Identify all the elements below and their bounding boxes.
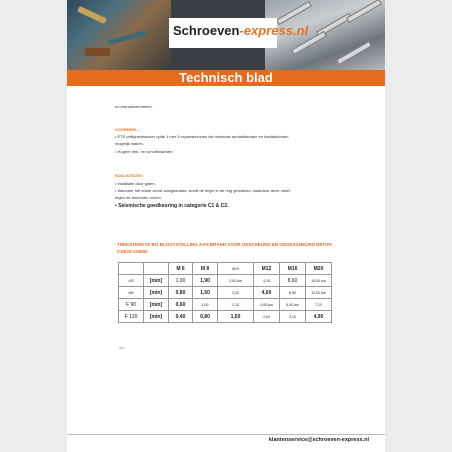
footer-email[interactable]: klantenservice@schroeven-express.nl (268, 437, 369, 443)
table-cell: F 90 (119, 299, 144, 311)
table-row (119, 299, 332, 311)
document-page (67, 0, 385, 452)
table-cell: [min] (144, 311, 169, 323)
footer-divider (67, 434, 385, 435)
table-header-cell: M12 (254, 263, 280, 275)
table-header-cell (144, 263, 169, 275)
table-cell: 3,00 ton (254, 299, 280, 311)
table-cell: 1,50 (218, 311, 254, 323)
table-cell: 0,80 (169, 287, 193, 299)
table-cell: 8,50 (280, 287, 306, 299)
table-cell: [min] (144, 299, 169, 311)
table-cell: 1,90 (193, 275, 218, 287)
table-cell: 3,10 (280, 311, 306, 323)
table-header-cell: M 8 (193, 263, 218, 275)
table-cell: 2,10 (218, 299, 254, 311)
header-photo-tools (67, 0, 171, 70)
logo-accent-text: -express.nl (239, 23, 309, 38)
table-cell: 2,00 (254, 311, 280, 323)
table-row (119, 311, 332, 323)
table-cell: 1,00 (193, 299, 218, 311)
table-cell: 4,90 (306, 311, 332, 323)
table-cell: r60 (119, 287, 144, 299)
table-header-row (119, 263, 332, 275)
logo-main-text: Schroeven (173, 23, 240, 38)
intro-line: en brandwerendheid. (115, 104, 153, 109)
sollicitatie-heading: SOLLICITATIE: (115, 173, 144, 178)
table-header-cell: M20 (306, 263, 332, 275)
logo (169, 18, 309, 48)
table-cell: [min] (144, 275, 169, 287)
table-cell: 1,00 (169, 275, 193, 287)
table-cell: 5,00 ton (280, 299, 306, 311)
table-row (119, 275, 332, 287)
table-cell: 12,00 ton (306, 287, 332, 299)
table-cell: 1,50 (193, 287, 218, 299)
sollicitatie-line: tegen de betonnen muren. (115, 195, 162, 200)
table-cell: 2,20 (218, 287, 254, 299)
title-bar (67, 70, 385, 86)
table-cell: [min] (144, 287, 169, 299)
sollicitatie-line: • Installatie door gaten. (115, 181, 156, 186)
table-header-cell (119, 263, 144, 275)
voordeel-line: mogelijk maken. (115, 141, 144, 146)
header-banner (67, 0, 385, 70)
strength-table (118, 262, 332, 323)
voordeel-line: • ETE veiligheidsanker optie 1 met 3 expansiezones die minimale randafstanden en hartafstanden (115, 134, 289, 139)
voordeel-line: • Hogere trek- en schuifkrachten. (115, 149, 174, 154)
table-title: TREKSTERKTE BIJ BLOOTSTELLING AAN BRAND VOOR GESCHEURD EN ONGESCHEURD BETON C20/25-C50/60 (117, 242, 332, 254)
table-cell: 0,40 (169, 311, 193, 323)
page-title: Technisch blad (179, 70, 273, 85)
table-note: (kN) (119, 346, 125, 350)
voordeel-heading: VOORDEEL: (115, 127, 139, 132)
table-cell: 0,80 (193, 311, 218, 323)
table-cell: 4,15 (254, 275, 280, 287)
table-row (119, 287, 332, 299)
seismic-line: • Seismische goedkeuring in categorie C1 & C2. (115, 203, 229, 209)
table-header-cell: M10 (218, 263, 254, 275)
table-header-cell: M16 (280, 263, 306, 275)
table-cell: 0,60 (169, 299, 193, 311)
table-cell: F 120 (119, 311, 144, 323)
table-cell: 3,00 ton (218, 275, 254, 287)
table-cell: 8,60 (280, 275, 306, 287)
table-header-cell: M 6 (169, 263, 193, 275)
sollicitatie-line: • Wanneer het anker wordt vastgedraaid, wordt de kegel in de ring getrokken, waardoor deze uitzet (115, 188, 291, 193)
table-cell: 7,10 (306, 299, 332, 311)
table-cell: r30 (119, 275, 144, 287)
table-cell: 4,60 (254, 287, 280, 299)
table-cell: 15,00 ton (306, 275, 332, 287)
